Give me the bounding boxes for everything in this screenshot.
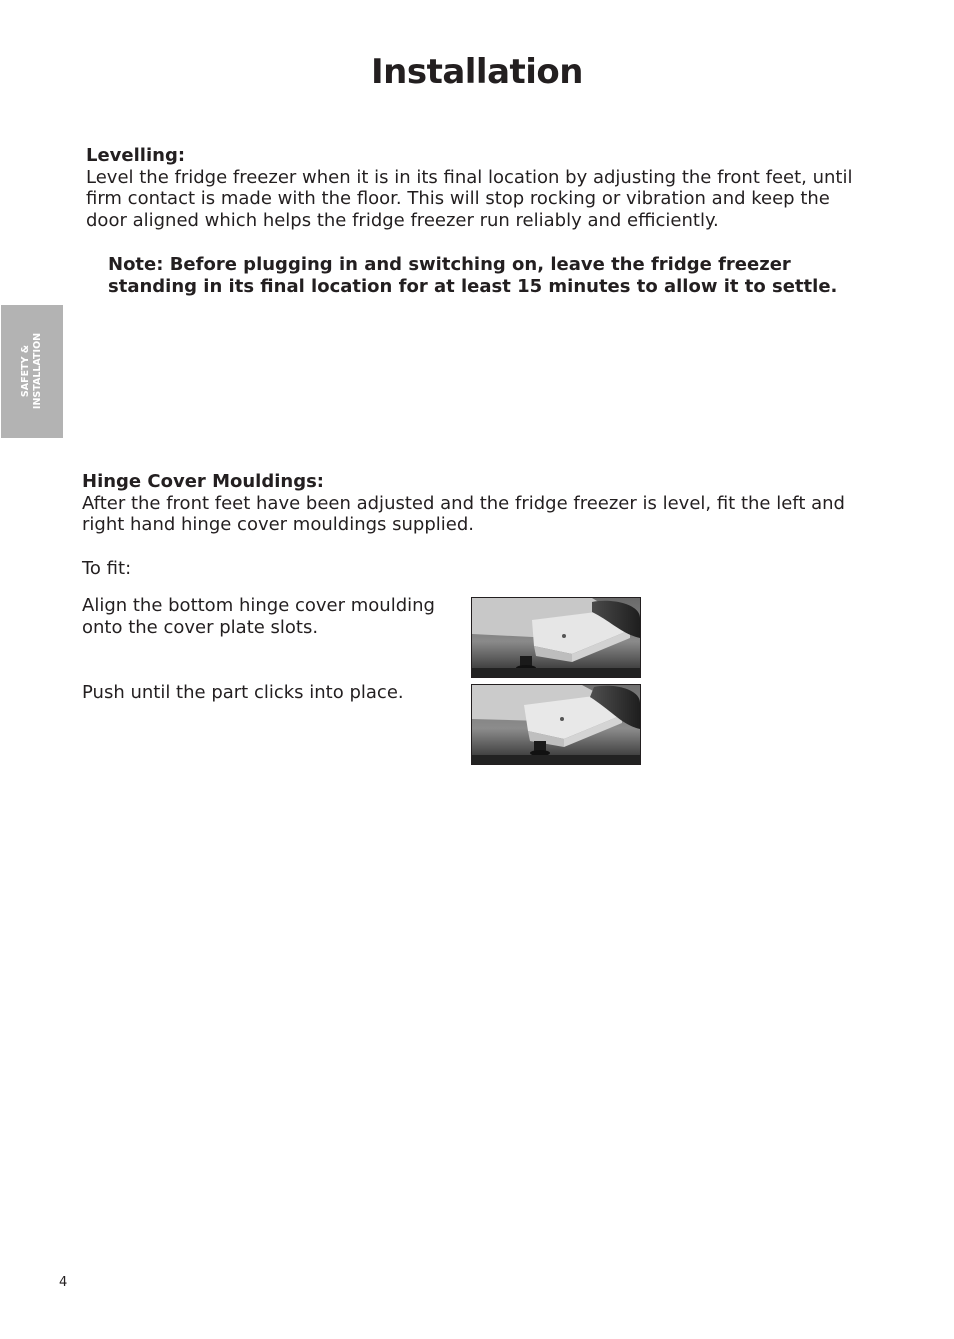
levelling-heading: Levelling: — [86, 145, 186, 166]
hinge-heading: Hinge Cover Mouldings: — [82, 471, 324, 492]
page-title: Installation — [370, 52, 583, 92]
levelling-body: Level the fridge freezer when it is in its final location by adjusting the front feet, until firm contact is made with the floor. This will stop rocking or vibration and keep the door aligned which helps the fridge freezer run reliably and efficiently. — [86, 166, 853, 231]
hinge-section — [82, 471, 872, 536]
step-align-photo — [471, 597, 641, 678]
step-push-photo — [471, 684, 641, 765]
step-align-text: Align the bottom hinge cover moulding onto the cover plate slots. — [82, 595, 435, 638]
page-number: 4 — [59, 1275, 68, 1290]
hinge-body: After the front feet have been adjusted and the fridge freezer is level, fit the left and right hand hinge cover mouldings supplied. — [82, 492, 845, 535]
step-push-text: Push until the part clicks into place. — [82, 682, 404, 703]
section-tab-label — [20, 333, 44, 409]
settle-note: Note: Before plugging in and switching on, leave the fridge freezer standing in its final location for at least 15 minutes to allow it to settle. — [108, 254, 838, 297]
section-tab-line-2: INSTALLATION — [32, 332, 43, 410]
section-tab-line-1: SAFETY & — [20, 344, 31, 398]
section-tab — [1, 305, 63, 438]
to-fit-label: To fit: — [82, 558, 132, 579]
levelling-section — [86, 145, 876, 231]
